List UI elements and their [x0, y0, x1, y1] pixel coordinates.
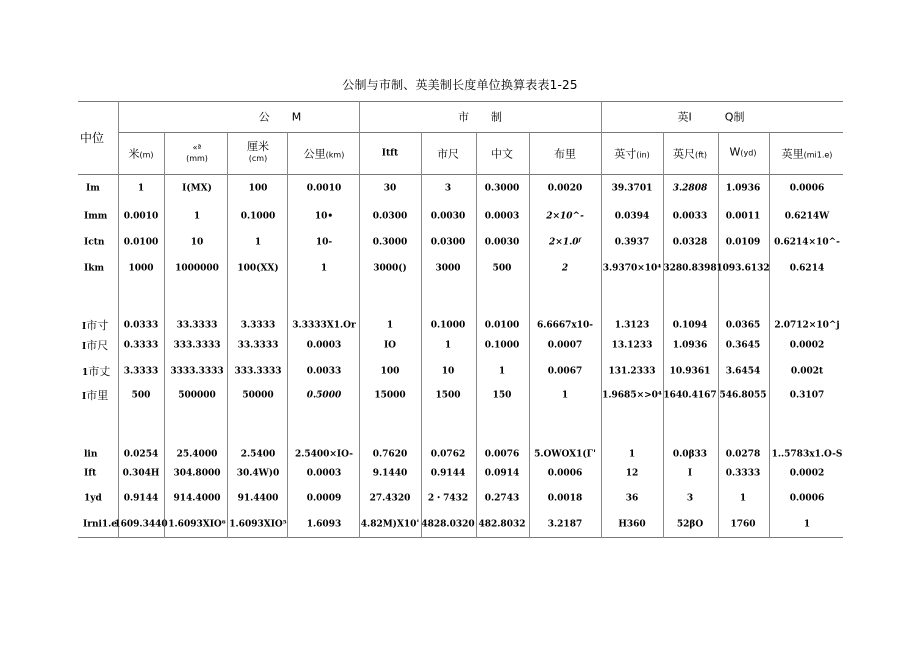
- table-cell: 0.0109: [725, 237, 761, 248]
- table-cell: 0.1000: [430, 320, 466, 331]
- table-cell: 0.0333: [123, 320, 159, 331]
- table-cell: 546.8055: [719, 390, 767, 401]
- row-label: [84, 213, 107, 222]
- row-label: [84, 470, 96, 479]
- table-cell: 1.3123: [614, 320, 650, 331]
- table-cell: 304.8000: [173, 468, 221, 479]
- table-cell: 0.0254: [123, 449, 159, 460]
- table-cell: 150: [492, 390, 512, 401]
- rule-v: [718, 132, 719, 538]
- table-cell: 0.3333: [123, 340, 159, 351]
- table-cell: 0.0030: [430, 211, 466, 222]
- table-cell: I: [687, 468, 693, 479]
- table-cell: 0.1000: [240, 211, 276, 222]
- table-cell: 0.3937: [614, 237, 650, 248]
- row-label-text: Imm: [84, 211, 108, 222]
- row-label-text: Irni1.e: [83, 519, 118, 530]
- table-cell: 25.4000: [176, 449, 218, 460]
- table-cell: 0.7620: [372, 449, 408, 460]
- table-cell: 0.5000: [306, 390, 342, 401]
- table-cell: 12: [625, 468, 639, 479]
- table-cell: 3.2187: [547, 519, 583, 530]
- rule-v: [421, 132, 422, 538]
- table-cell: 0.0β33: [672, 449, 708, 460]
- table-cell: 0.0018: [547, 493, 583, 504]
- table-cell: 33.3333: [176, 320, 218, 331]
- table-cell: 0.0762: [430, 449, 466, 460]
- table-cell: 4.82M)X10': [360, 519, 420, 530]
- table-cell: 10.9361: [669, 366, 711, 377]
- row-label: [83, 521, 117, 530]
- table-cell: 0.0033: [672, 211, 708, 222]
- table-cell: 1.9685×>0⁴: [602, 390, 662, 401]
- table-cell: 0.2743: [484, 493, 520, 504]
- row-label-text: Ikm: [84, 263, 104, 274]
- table-cell: 100(XX): [237, 263, 279, 274]
- table-cell: 0.0100: [123, 237, 159, 248]
- row-label: [82, 320, 108, 332]
- row-label-text: 1yd: [84, 493, 102, 504]
- table-cell: 1: [739, 493, 747, 504]
- table-cell: 3280.8398: [663, 263, 717, 274]
- col-header-cm: 厘米 (cm): [247, 140, 269, 163]
- rule-header-bottom: [78, 174, 843, 175]
- table-cell: 0.0365: [725, 320, 761, 331]
- table-cell: H360: [618, 519, 646, 530]
- row-label-chinese: 市寸: [86, 319, 109, 332]
- table-cell: 3000: [435, 263, 461, 274]
- row-label-chinese: 市里: [86, 389, 109, 402]
- row-label: [84, 239, 104, 248]
- table-cell: 0.0003: [306, 340, 342, 351]
- table-cell: 3.9370×10⁴: [602, 263, 662, 274]
- row-label: [84, 451, 97, 460]
- table-cell: 10: [441, 366, 455, 377]
- table-cell: 0.6214W: [784, 211, 830, 222]
- table-cell: 3.3333: [123, 366, 159, 377]
- table-cell: 333.3333: [173, 340, 221, 351]
- row-label-text: lin: [84, 449, 98, 460]
- table-cell: 1.6093: [306, 519, 342, 530]
- rule-v: [227, 132, 228, 538]
- table-cell: 0.0006: [789, 183, 825, 194]
- row-label: [82, 390, 108, 402]
- table-cell: 1: [498, 366, 506, 377]
- table-cell: 0.0002: [789, 468, 825, 479]
- table-cell: 3: [686, 493, 694, 504]
- table-cell: 0.0006: [547, 468, 583, 479]
- table-cell: IO: [383, 340, 397, 351]
- table-cell: 0.0300: [430, 237, 466, 248]
- table-cell: 1: [320, 263, 328, 274]
- table-cell: 0.9144: [123, 493, 159, 504]
- table-cell: 0.304H: [122, 468, 160, 479]
- col-header-km: 公里(km): [303, 147, 345, 161]
- table-cell: 1.6093XIO⁶: [168, 519, 226, 530]
- row-label: [84, 265, 104, 274]
- table-cell: 2.5400: [240, 449, 276, 460]
- table-cell: 0.0100: [484, 320, 520, 331]
- table-cell: 0.0030: [484, 237, 520, 248]
- table-cell: 1000: [128, 263, 154, 274]
- table-cell: 0.0328: [672, 237, 708, 248]
- row-label-text: I: [82, 392, 87, 402]
- table-cell: 1: [254, 237, 262, 248]
- row-label-text: Ictn: [84, 237, 105, 248]
- table-cell: 1: [386, 320, 394, 331]
- table-cell: 3.6454: [725, 366, 761, 377]
- table-cell: 0.0003: [484, 211, 520, 222]
- table-cell: 1760: [730, 519, 756, 530]
- table-cell: 3000(): [373, 263, 407, 274]
- table-cell: 1.0936: [672, 340, 708, 351]
- table-cell: 0.6214×10^-: [774, 237, 840, 248]
- row-label-text: I: [82, 322, 87, 332]
- table-cell: 0.0006: [789, 493, 825, 504]
- group-header-market: 市 制: [458, 110, 502, 124]
- row-label-text: Ift: [84, 468, 97, 479]
- table-cell: 3.3333: [240, 320, 276, 331]
- table-cell: 0.1000: [484, 340, 520, 351]
- table-cell: 1.6093XIO⁵: [229, 519, 287, 530]
- table-cell: 9.1440: [372, 468, 408, 479]
- table-cell: 4828.0320: [421, 519, 475, 530]
- col-header-cun: Itft: [381, 148, 399, 159]
- table-cell: 0.0002: [789, 340, 825, 351]
- conversion-table: [78, 101, 843, 538]
- rule-v-label: [118, 101, 119, 538]
- col-header-yd: W(yd): [729, 145, 757, 159]
- table-cell: 30: [383, 183, 397, 194]
- group-header-metric: 公 M: [258, 110, 302, 124]
- rule-top: [78, 101, 843, 102]
- col-header-zhang: 中文: [491, 147, 513, 161]
- corner-label: 中位: [79, 131, 105, 145]
- table-cell: 6.6667x10-: [536, 320, 594, 331]
- table-cell: 0.3107: [789, 390, 825, 401]
- table-cell: 1640.4167: [663, 390, 717, 401]
- table-cell: 50000: [242, 390, 274, 401]
- table-cell: 100: [248, 183, 268, 194]
- table-cell: 1: [803, 519, 811, 530]
- table-cell: 500: [131, 390, 151, 401]
- rule-v-group: [601, 101, 602, 538]
- table-cell: 1: [628, 449, 636, 460]
- table-cell: 0.0011: [725, 211, 761, 222]
- table-cell: 2: [561, 263, 569, 274]
- table-cell: 0.002t: [790, 366, 824, 377]
- table-cell: 0.0003: [306, 468, 342, 479]
- table-cell: 0.0033: [306, 366, 342, 377]
- col-header-mile: 英里(mi1.e): [781, 147, 833, 161]
- table-cell: 10-: [315, 237, 333, 248]
- table-cell: 0.0914: [484, 468, 520, 479]
- row-label-text: I: [82, 342, 87, 352]
- table-cell: 1500: [435, 390, 461, 401]
- table-cell: 1..5783x1.O-S: [771, 449, 843, 460]
- row-label-text: Im: [86, 183, 100, 194]
- table-cell: 0.0010: [123, 211, 159, 222]
- table-cell: 1093.6132: [716, 263, 770, 274]
- table-cell: 2.5400×IO-: [294, 449, 354, 460]
- table-cell: 1: [137, 183, 145, 194]
- table-cell: 52βO: [676, 519, 704, 530]
- table-cell: 2.0712×10^j: [774, 320, 840, 331]
- rule-v: [663, 132, 664, 538]
- col-header-m: 米(m): [128, 147, 154, 161]
- group-header-imperial: 英I Q制: [677, 110, 745, 124]
- table-cell: 0.3000: [372, 237, 408, 248]
- table-cell: 0.0009: [306, 493, 342, 504]
- table-cell: 0.0076: [484, 449, 520, 460]
- table-cell: 1609.3440: [114, 519, 168, 530]
- table-cell: 333.3333: [234, 366, 282, 377]
- table-cell: 0.3000: [484, 183, 520, 194]
- table-cell: 3.2808: [672, 183, 708, 194]
- table-cell: 0.0010: [306, 183, 342, 194]
- table-cell: 1: [444, 340, 452, 351]
- table-cell: 0.1094: [672, 320, 708, 331]
- rule-v: [164, 132, 165, 538]
- row-label: [84, 495, 102, 504]
- table-cell: 1.0936: [725, 183, 761, 194]
- row-label: [82, 340, 108, 352]
- table-cell: 1: [561, 390, 569, 401]
- row-label: [86, 185, 100, 194]
- table-cell: 0.0300: [372, 211, 408, 222]
- table-cell: 0.3645: [725, 340, 761, 351]
- table-cell: 500000: [178, 390, 216, 401]
- table-cell: 10•: [314, 211, 334, 222]
- col-header-li: 布里: [554, 147, 576, 161]
- table-cell: 33.3333: [237, 340, 279, 351]
- table-cell: 2・7432: [427, 493, 469, 504]
- table-cell: 2×10^-: [546, 211, 584, 222]
- table-cell: 0.0394: [614, 211, 650, 222]
- table-cell: 3333.3333: [170, 366, 224, 377]
- table-cell: 0.0020: [547, 183, 583, 194]
- rule-v-group: [359, 101, 360, 538]
- row-label: [82, 366, 110, 378]
- col-header-in: 英寸(in): [614, 147, 650, 161]
- table-title: 公制与市制、英美制长度单位换算表表1-25: [342, 78, 578, 92]
- table-cell: 10: [190, 237, 204, 248]
- table-cell: 0.3333: [725, 468, 761, 479]
- table-cell: 482.8032: [478, 519, 526, 530]
- table-cell: 30.4W)0: [236, 468, 280, 479]
- table-cell: 39.3701: [611, 183, 653, 194]
- rule-v: [287, 132, 288, 538]
- table-cell: 0.6214: [789, 263, 825, 274]
- col-header-chi: 市尺: [437, 147, 459, 161]
- table-cell: 1: [193, 211, 201, 222]
- table-cell: 0.0067: [547, 366, 583, 377]
- table-cell: 500: [492, 263, 512, 274]
- table-cell: I(MX): [182, 183, 212, 194]
- table-cell: 0.9144: [430, 468, 466, 479]
- table-cell: 36: [625, 493, 639, 504]
- row-label-chinese: 市丈: [88, 365, 111, 378]
- col-header-ft: 英尺(ft): [672, 147, 708, 161]
- rule-v: [529, 132, 530, 538]
- row-label-text: 1: [82, 368, 89, 378]
- table-cell: 1000000: [175, 263, 219, 274]
- rule-v: [769, 132, 770, 538]
- table-cell: 91.4400: [237, 493, 279, 504]
- rule-v: [476, 132, 477, 538]
- table-cell: 5.OWOX1(Γ': [534, 449, 596, 460]
- table-cell: 15000: [374, 390, 406, 401]
- table-cell: 13.1233: [611, 340, 653, 351]
- table-cell: 0.0007: [547, 340, 583, 351]
- table-cell: 914.4000: [173, 493, 221, 504]
- table-cell: 0.0278: [725, 449, 761, 460]
- table-cell: 2×1.0ᶠ: [549, 237, 581, 248]
- rule-bottom: [78, 537, 843, 538]
- table-cell: 27.4320: [369, 493, 411, 504]
- table-cell: 131.2333: [608, 366, 656, 377]
- table-cell: 100: [380, 366, 400, 377]
- table-cell: 3: [444, 183, 452, 194]
- row-label-chinese: 市尺: [86, 339, 109, 352]
- col-header-mm: «ª (mm): [186, 143, 208, 163]
- table-cell: 3.3333X1.Or: [292, 320, 356, 331]
